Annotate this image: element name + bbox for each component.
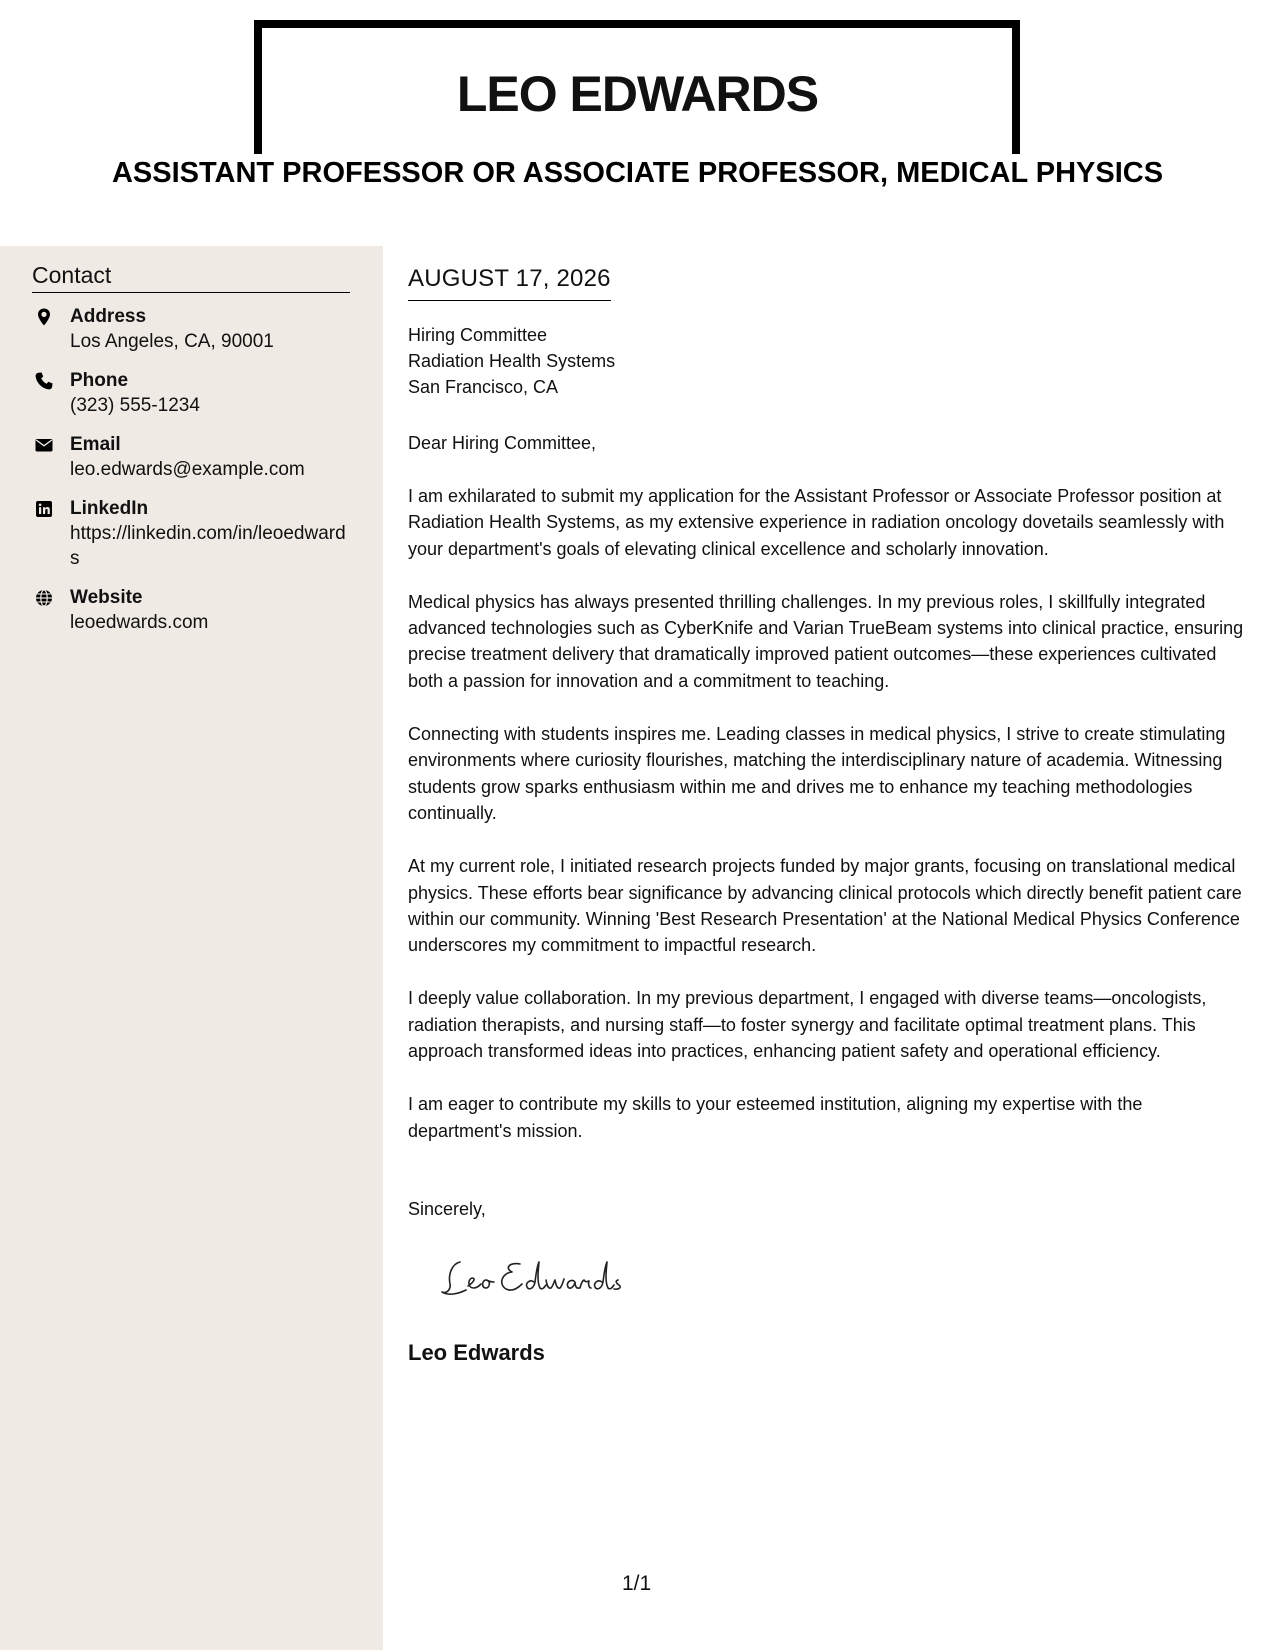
paragraph: Medical physics has always presented thrilling challenges. In my previous roles, I skillfully integrated advanced technologies such as CyberKnife and Varian TrueBeam systems into clinical practice, ensuring precise treatment delivery that dramatically improved patient outcomes—these experiences cultivated both a passion for innovation and a commitment to teaching. [408,591,1244,691]
contact-label: Email [70,434,121,455]
envelope-icon [34,435,54,455]
address-value: Los Angeles, CA, 90001 [70,331,274,352]
letter-paragraphs [408,483,1248,1171]
email-value[interactable]: leo.edwards@example.com [70,459,305,480]
map-pin-icon [34,307,54,327]
paragraph: I deeply value collaboration. In my previous department, I engaged with diverse teams—oncologists, radiation therapists, and nursing staff—to foster synergy and facilitate optimal treatment plans. This approach transformed ideas into practices, enhancing patient safety and operational efficiency. [408,988,1207,1062]
contact-item-address [32,304,352,354]
phone-value: (323) 555-1234 [70,395,200,416]
contact-label: LinkedIn [70,498,149,519]
signer-name: Leo Edwards [408,1340,545,1365]
contact-list [32,304,352,649]
handwritten-signature [438,1252,648,1302]
contact-label: Website [70,587,143,608]
contact-item-email [32,432,352,482]
contact-item-website [32,585,352,635]
salutation: Dear Hiring Committee, [408,433,597,453]
closing: Sincerely, [408,1199,486,1219]
page-number: 1/1 [622,1572,652,1595]
linkedin-value[interactable]: https://linkedin.com/in/leoedwards [70,523,346,569]
contact-label: Address [70,306,147,327]
applicant-name: LEO EDWARDS [456,66,819,122]
linkedin-icon [34,499,54,519]
paragraph: I am eager to contribute my skills to your esteemed institution, aligning my expertise with the department's mission. [408,1094,1143,1141]
paragraph: At my current role, I initiated research projects funded by major grants, focusing on translational medical physics. These efforts bear significance by advancing clinical protocols which directly benefit patient care within our community. Winning 'Best Research Presentation' at the National Medical Physics Conference underscores my commitment to impactful research. [408,856,1242,956]
website-value[interactable]: leoedwards.com [70,612,209,633]
globe-icon [34,588,54,608]
phone-icon [34,371,54,391]
letter-date: AUGUST 17, 2026 [408,264,611,301]
recipient-line: Hiring Committee [408,325,548,345]
contact-label: Phone [70,370,129,391]
recipient-location: San Francisco, CA [408,377,559,397]
recipient-company: Radiation Health Systems [408,351,616,371]
paragraph: I am exhilarated to submit my application for the Assistant Professor or Associate Professor position at Radiation Health Systems, as my extensive experience in radiation oncology dovetails seamlessly with your department's goals of elevating clinical excellence and scholarly innovation. [408,486,1225,559]
job-title: ASSISTANT PROFESSOR OR ASSOCIATE PROFESSOR, MEDICAL PHYSICS [111,157,1164,189]
contact-item-phone [32,368,352,418]
paragraph: Connecting with students inspires me. Leading classes in medical physics, I strive to create stimulating environments where curiosity flourishes, matching the interdisciplinary nature of academia. Witnessing students grow sparks enthusiasm within me and drives me to enhance my teaching methodologies continually. [408,724,1226,823]
recipient-block [408,322,615,400]
contact-sidebar [0,246,383,1650]
contact-item-linkedin [32,496,352,571]
contact-heading: Contact [32,260,350,293]
